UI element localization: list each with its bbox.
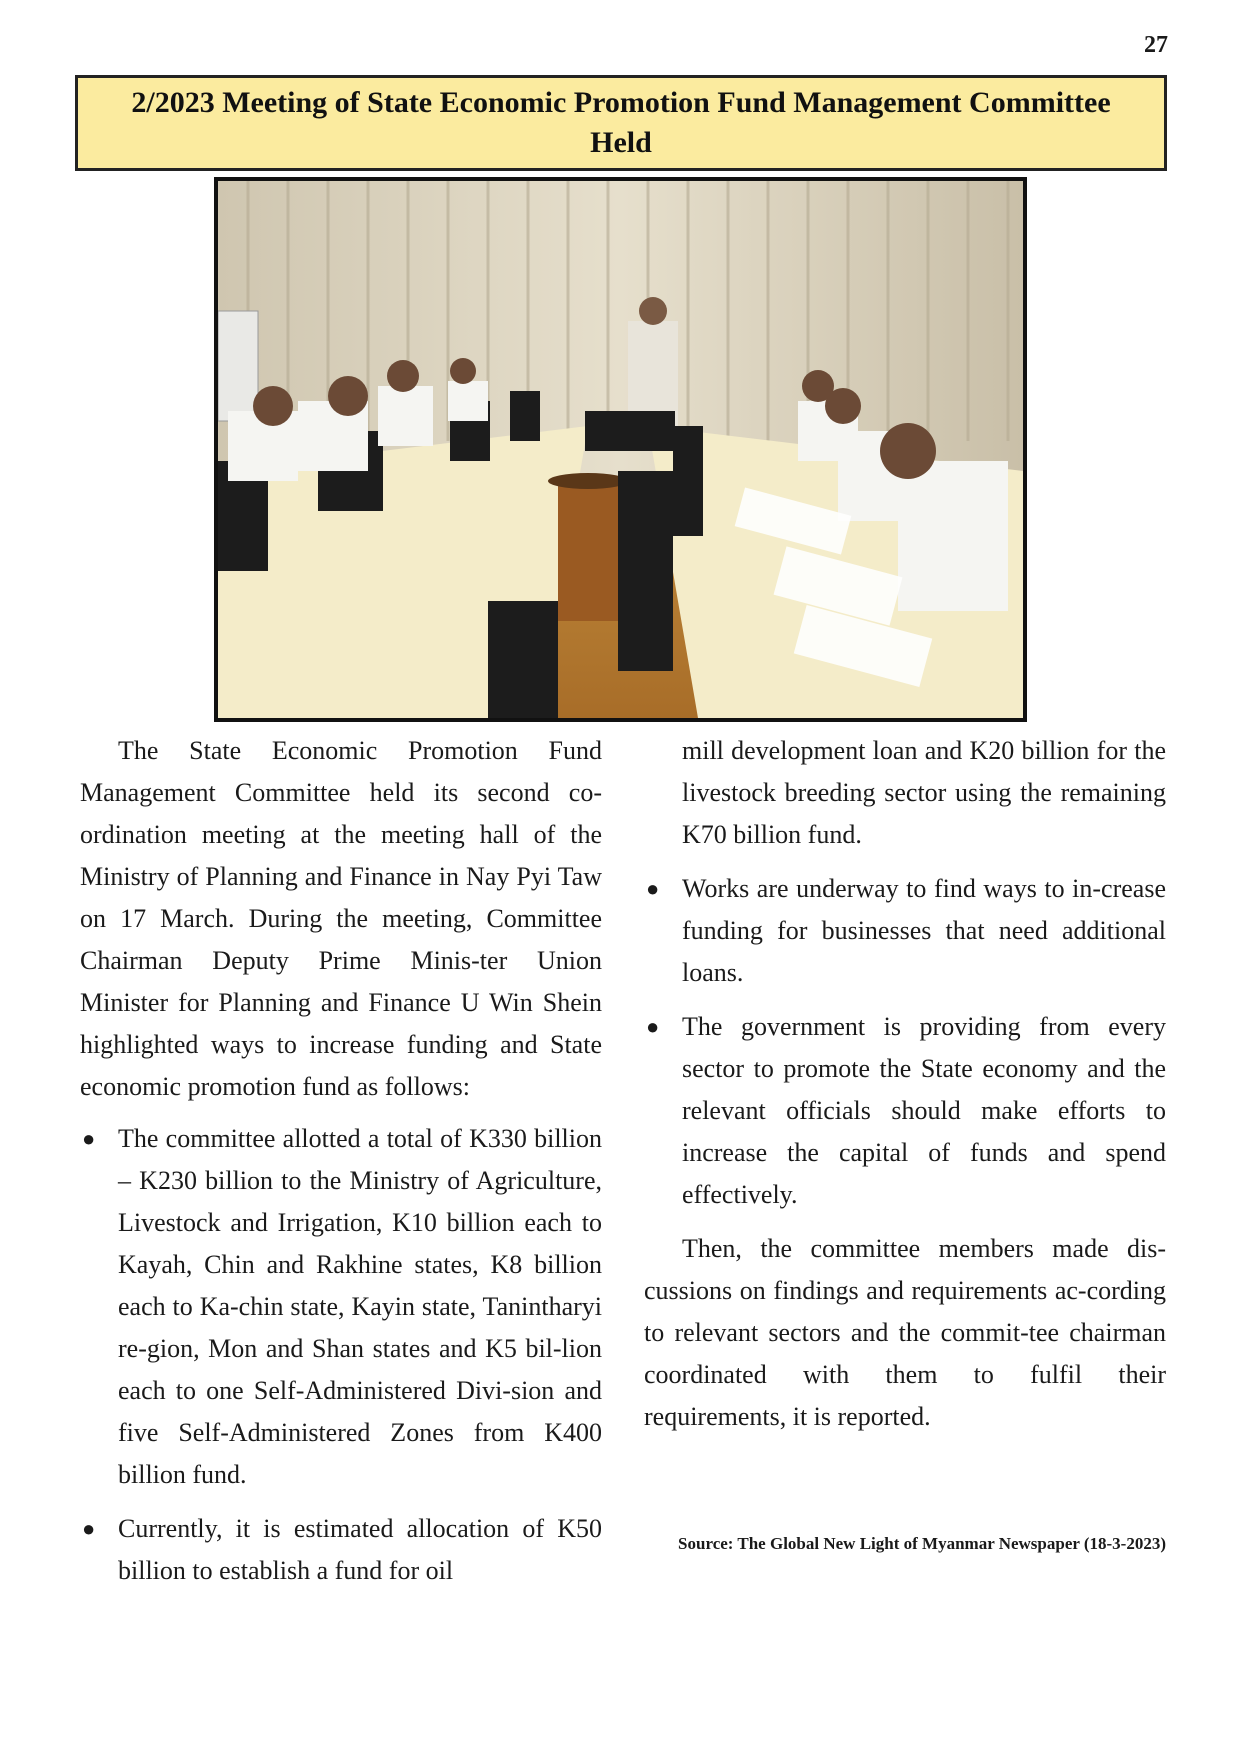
bullet-icon: ●	[646, 876, 660, 901]
intro-paragraph: The State Economic Promotion Fund Management Committee held its second co-ordination meeting at the meeting hall of the Ministry of Planning and Finance in Nay Pyi Taw on 17 March. During the meeting, Committee Chairman Deputy Prime Minis-ter Union Minister for Planning and Finance U Win Shein highlighted ways to increase funding and State economic promotion fund as follows:	[80, 736, 602, 1101]
left-bullet-list	[80, 1118, 602, 1592]
list-item-text: Works are underway to find ways to in-crease funding for businesses that need additional loans.	[682, 874, 1166, 987]
list-item-text: Currently, it is estimated allocation of K50 billion to establish a fund for oil	[118, 1514, 602, 1585]
closing-paragraph: Then, the committee members made dis-cussions on findings and requirements ac-cording to relevant sectors and the commit-tee chairman coordinated with them to fulfil their requirements, it is reported.	[644, 1234, 1166, 1431]
list-item	[80, 1508, 602, 1592]
right-bullet-list	[644, 868, 1166, 1216]
meeting-room-photo	[214, 177, 1027, 722]
list-item	[644, 868, 1166, 994]
title-banner	[75, 75, 1167, 171]
meeting-photo-illustration	[218, 181, 1023, 718]
list-item-text: The committee allotted a total of K330 billion – K230 billion to the Ministry of Agriculture, Livestock and Irrigation, K10 billion each to Kayah, Chin and Rakhine states, K8 billion each to Ka-chin state, Kayin state, Tanintharyi re-gion, Mon and Shan states and K5 bil-lion each to one Self-Administered Divi-sion and five Self-Administered Zones from K400 billion fund.	[118, 1124, 602, 1489]
list-item	[644, 1006, 1166, 1216]
bullet-icon: ●	[82, 1126, 96, 1151]
bullet-icon: ●	[82, 1516, 96, 1541]
page-number: 27	[1144, 32, 1168, 58]
source-citation: Source: The Global New Light of Myanmar Newspaper (18-3-2023)	[678, 1534, 1166, 1553]
left-column	[80, 730, 602, 1604]
right-column	[644, 730, 1166, 1438]
list-item	[80, 1118, 602, 1496]
bullet-icon: ●	[646, 1014, 660, 1039]
continued-bullet-text: mill development loan and K20 billion for the livestock breeding sector using the remaining K70 billion fund.	[682, 736, 1166, 849]
page-title: 2/2023 Meeting of State Economic Promotion Fund Management Committee Held	[131, 86, 1111, 159]
list-item-text: The government is providing from every sector to promote the State economy and the relevant officials should make efforts to increase the capital of funds and spend effectively.	[682, 1012, 1166, 1209]
